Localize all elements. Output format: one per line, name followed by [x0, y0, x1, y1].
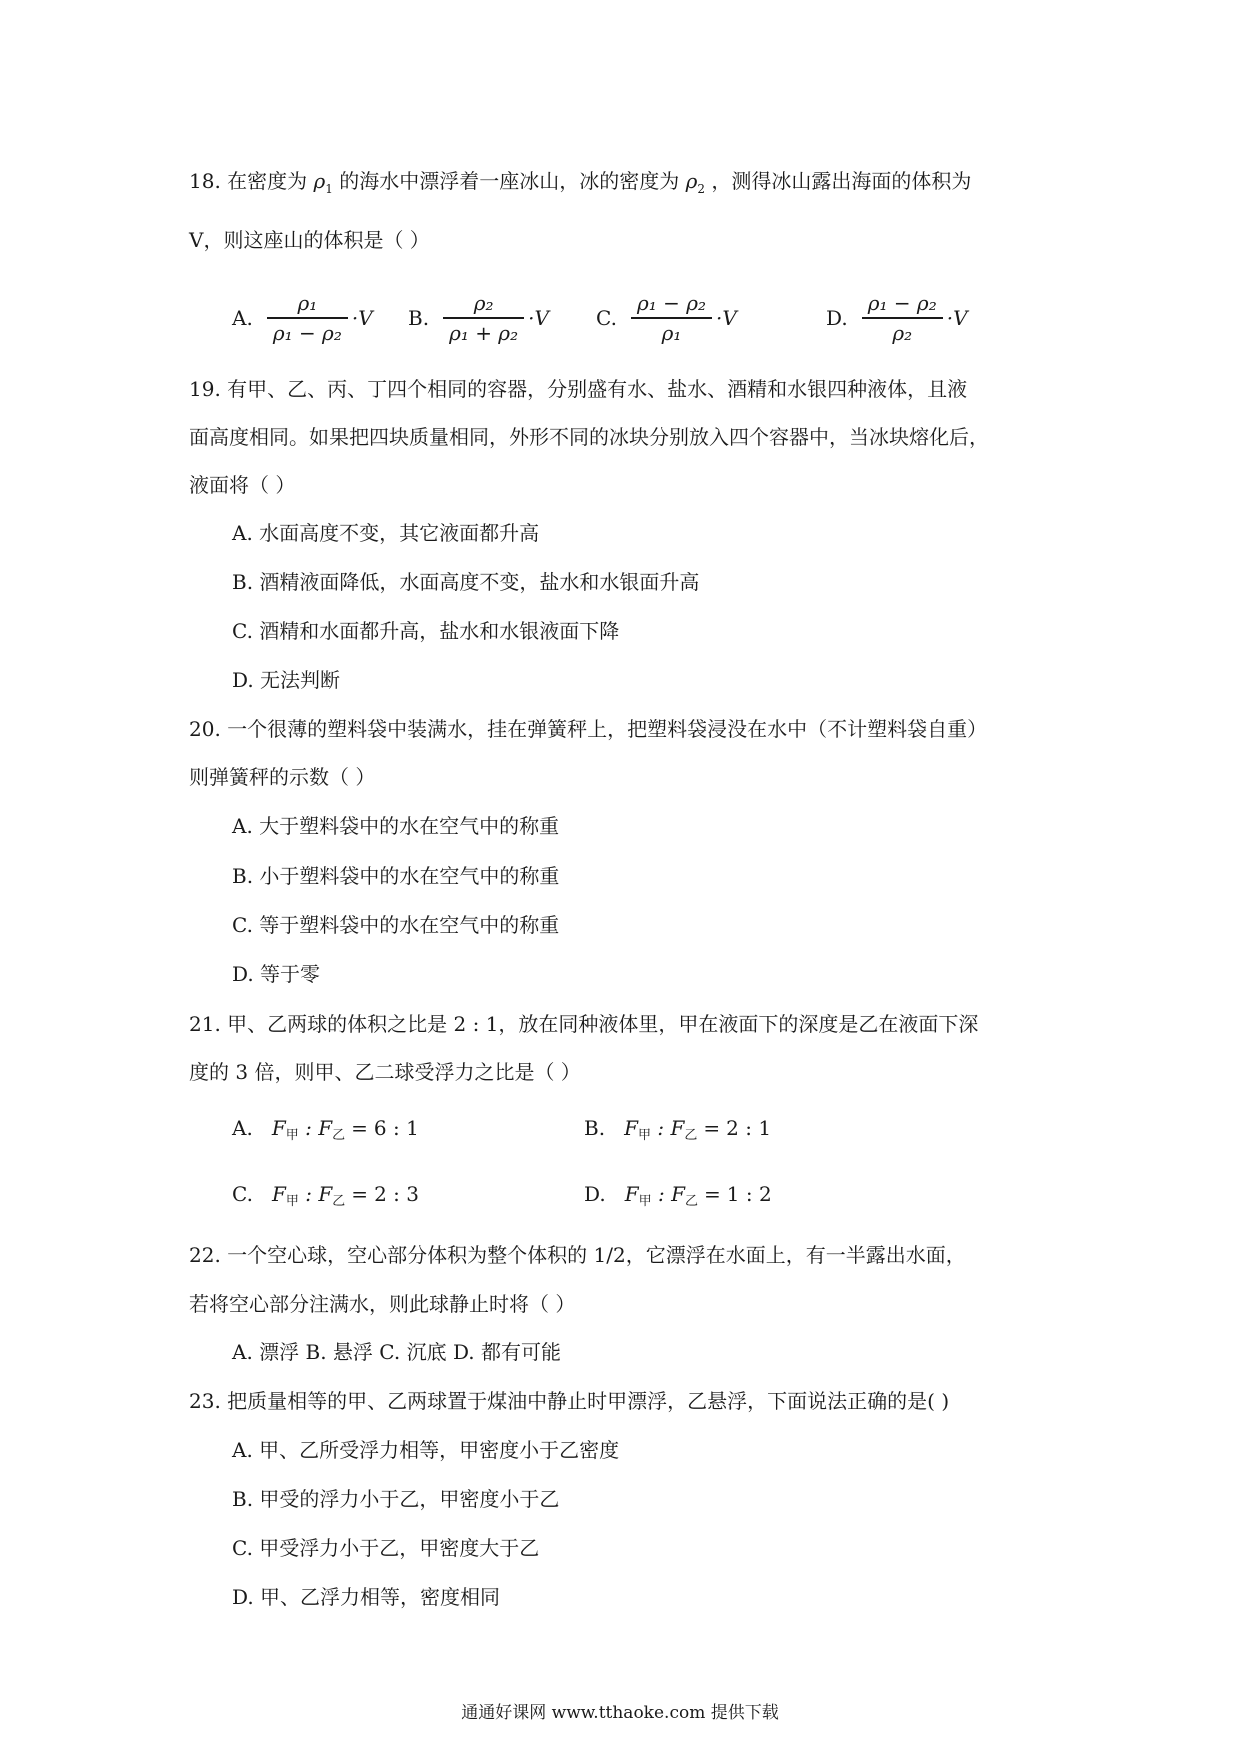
q21-option-a: A. $F_甲$ : $F_乙 = 6$ : 1 [232, 1116, 419, 1143]
q18-options [232, 283, 1072, 353]
q19-option-d: D. 无法判断 [232, 668, 341, 692]
force-ratio: $F_甲$ : $F_乙 = 1$ : 2 [624, 1182, 772, 1209]
q19-line-1: 19. 有甲、乙、丙、丁四个相同的容器，分别盛有水、盐水、酒精和水银四种液体，且液 [189, 377, 968, 401]
fraction: $\frac{\text{ρ₁ − ρ₂}}{\text{ρ₁}}$ [631, 289, 712, 347]
force-ratio: $F_甲$ : $F_乙 = 2$ : 3 [272, 1182, 419, 1209]
q21-option-c: C. $F_甲$ : $F_乙 = 2$ : 3 [232, 1182, 419, 1209]
q18-option-d: D. $\frac{\text{ρ₁ − ρ₂}}{\text{ρ₂}}$ ·V [826, 291, 968, 345]
q23-option-d: D. 甲、乙浮力相等，密度相同 [232, 1585, 501, 1609]
q18-line-2: V，则这座山的体积是（ ） [189, 228, 430, 252]
q21-option-d: D. $F_甲$ : $F_乙 = 1$ : 2 [584, 1182, 772, 1209]
fraction: $\frac{\text{ρ₂}}{\text{ρ₁ + ρ₂}}$ [443, 289, 524, 347]
q18-text-c: ，测得冰山露出海面的体积为 [711, 169, 972, 193]
q18-text-b: 的海水中漂浮着一座冰山，冰的密度为 [339, 169, 680, 193]
page-footer: 通通好课网 www.tthaoke.com 提供下载 [461, 1703, 779, 1723]
q22-line-1: 22. 一个空心球，空心部分体积为整个体积的 1/2，它漂浮在水面上，有一半露出水面， [189, 1243, 966, 1267]
q21-line-2: 度的 3 倍，则甲、乙二球受浮力之比是（ ） [189, 1060, 581, 1084]
force-ratio: $F_甲$ : $F_乙 = 2$ : 1 [624, 1116, 772, 1143]
q20-option-a: A. 大于塑料袋中的水在空气中的称重 [232, 814, 560, 838]
q18-option-c: C. $\frac{\text{ρ₁ − ρ₂}}{\text{ρ₁}}$ ·V [596, 291, 737, 345]
q23-option-c: C. 甲受浮力小于乙，甲密度大于乙 [232, 1536, 540, 1560]
q21-line-1: 21. 甲、乙两球的体积之比是 2 : 1，放在同种液体里，甲在液面下的深度是乙在液面下深 [189, 1012, 979, 1036]
q20-line-1: 20. 一个很薄的塑料袋中装满水，挂在弹簧秤上，把塑料袋浸没在水中（不计塑料袋自重） [189, 717, 988, 741]
q23-line-1: 23. 把质量相等的甲、乙两球置于煤油中静止时甲漂浮，乙悬浮，下面说法正确的是( ) [189, 1389, 950, 1413]
q19-option-b: B. 酒精液面降低，水面高度不变，盐水和水银面升高 [232, 570, 700, 594]
q19-line-2: 面高度相同。如果把四块质量相同，外形不同的冰块分别放入四个容器中，当冰块熔化后， [189, 425, 989, 449]
q18-option-a: A. $\frac{\text{ρ₁}}{\text{ρ₁ − ρ₂}}$ ·V [232, 291, 373, 345]
force-ratio: $F_甲$ : $F_乙 = 6$ : 1 [271, 1116, 419, 1143]
q19-option-a: A. 水面高度不变，其它液面都升高 [232, 521, 540, 545]
q23-option-a: A. 甲、乙所受浮力相等，甲密度小于乙密度 [232, 1438, 620, 1462]
q23-option-b: B. 甲受的浮力小于乙，甲密度小于乙 [232, 1487, 560, 1511]
q22-options: A. 漂浮 B. 悬浮 C. 沉底 D. 都有可能 [232, 1340, 561, 1364]
q18-text-a: 18. 在密度为 [189, 169, 308, 193]
q19-line-3: 液面将（ ） [189, 473, 296, 497]
q21-option-b: B. $F_甲$ : $F_乙 = 2$ : 1 [584, 1116, 772, 1143]
q20-option-b: B. 小于塑料袋中的水在空气中的称重 [232, 864, 560, 888]
rho1-symbol: $\rho_1$ [313, 169, 333, 196]
fraction: $\frac{\text{ρ₁ − ρ₂}}{\text{ρ₂}}$ [862, 289, 943, 347]
q18-option-b: B. $\frac{\text{ρ₂}}{\text{ρ₁ + ρ₂}}$ ·V [408, 291, 549, 345]
q20-line-2: 则弹簧秤的示数（ ） [189, 765, 376, 789]
q20-option-c: C. 等于塑料袋中的水在空气中的称重 [232, 913, 560, 937]
q19-option-c: C. 酒精和水面都升高，盐水和水银液面下降 [232, 619, 620, 643]
q20-option-d: D. 等于零 [232, 962, 321, 986]
fraction: $\frac{\text{ρ₁}}{\text{ρ₁ − ρ₂}}$ [267, 289, 348, 347]
q22-line-2: 若将空心部分注满水，则此球静止时将（ ） [189, 1292, 576, 1316]
rho2-symbol: $\rho_2$ [685, 169, 706, 196]
q18-line-1 [189, 167, 1069, 203]
